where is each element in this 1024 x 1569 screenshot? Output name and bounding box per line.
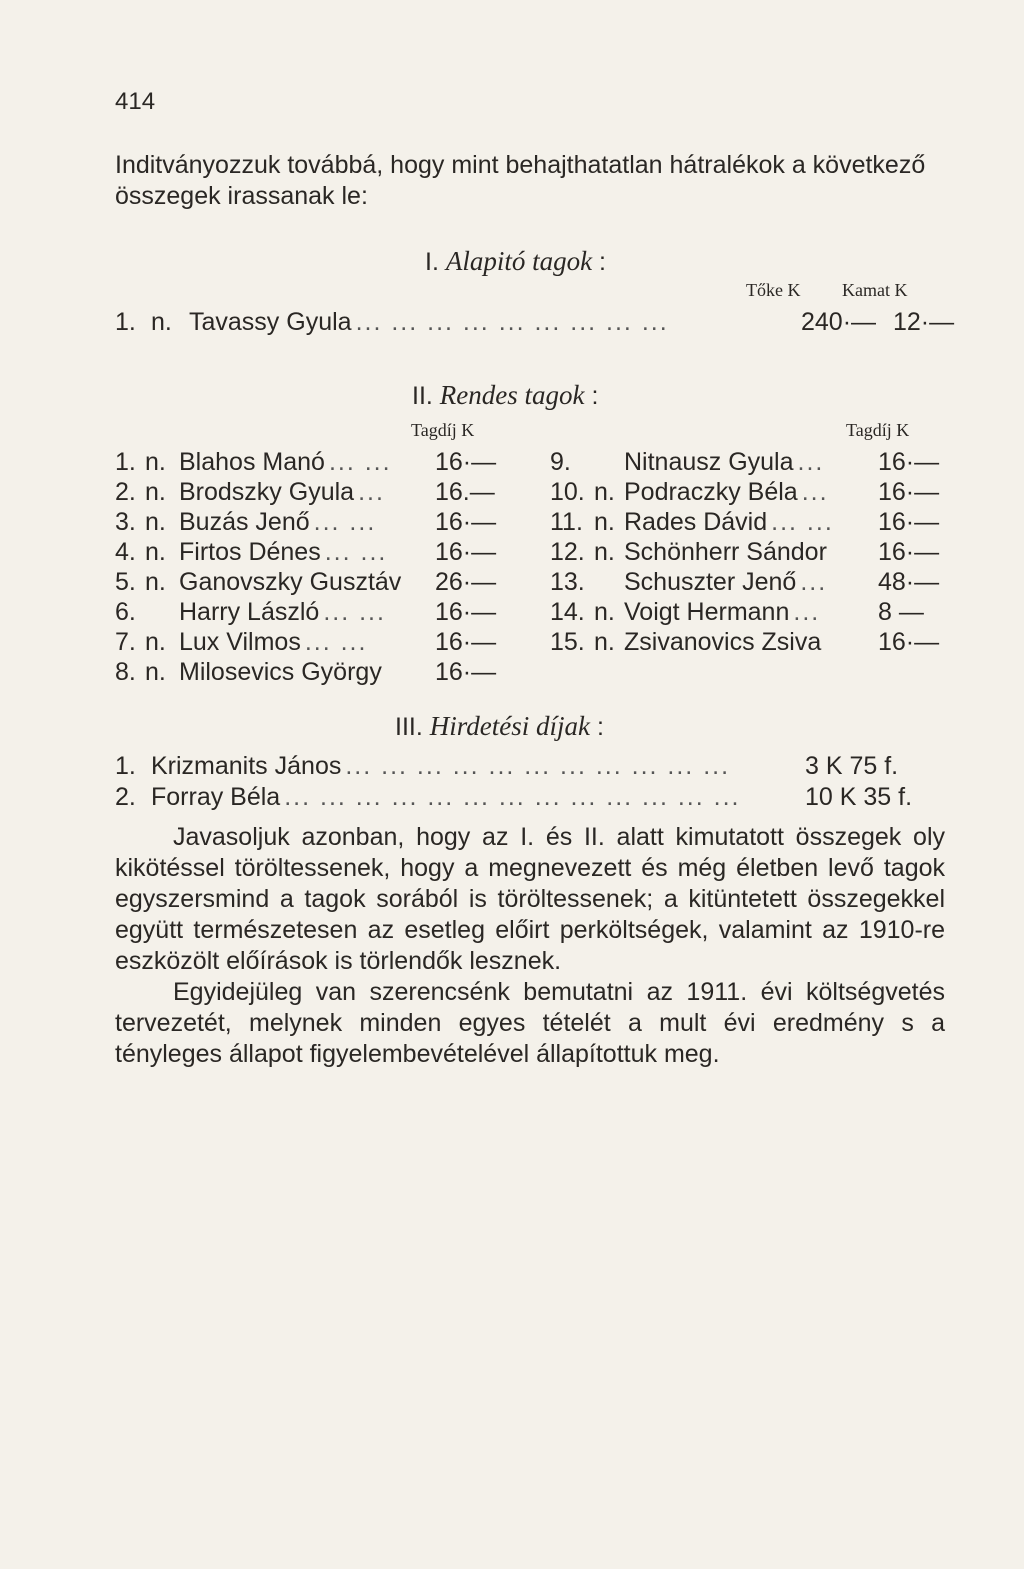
row-kamat-value: 12·— xyxy=(893,308,955,336)
row-dots: ... ... ... ... ... ... ... ... ... ... ... ... ... xyxy=(284,783,741,811)
row-prefix: n. xyxy=(145,658,166,686)
row-number: 3. xyxy=(115,508,136,536)
row-prefix: n. xyxy=(145,478,166,506)
member-row xyxy=(115,568,515,598)
member-row xyxy=(550,448,950,478)
section1-heading xyxy=(425,246,606,277)
row-name: Blahos Manó xyxy=(179,448,325,476)
paragraph-2: Egyidejüleg van szerencsénk bemutatni az 1911. évi költségvetés tervezetét, melynek minden egyes tételét a mult évi eredmény s a tényleges állapot figyelembevételével állapítottuk meg. xyxy=(115,978,945,1068)
row-value: 16·— xyxy=(435,598,497,626)
member-row xyxy=(115,478,515,508)
row-name: Schuszter Jenő xyxy=(624,568,797,596)
row-number: 1. xyxy=(115,308,136,336)
row-number: 8. xyxy=(115,658,136,686)
row-value: 16·— xyxy=(878,478,940,506)
row-name: Krizmanits János xyxy=(151,752,342,780)
row-name: Lux Vilmos xyxy=(179,628,301,656)
member-row xyxy=(115,783,945,814)
members-right-column xyxy=(550,448,950,658)
row-prefix: n. xyxy=(145,508,166,536)
row-value: 16·— xyxy=(878,538,940,566)
row-name: Tavassy Gyula xyxy=(189,308,352,336)
section1-col-kamat: Kamat K xyxy=(842,280,908,300)
row-prefix: n. xyxy=(594,508,615,536)
row-prefix: n. xyxy=(145,448,166,476)
section1-row xyxy=(115,308,955,337)
row-dots: ... xyxy=(800,568,828,596)
row-value: 26·— xyxy=(435,568,497,596)
row-name: Brodszky Gyula xyxy=(179,478,355,506)
member-row xyxy=(115,658,515,688)
member-row xyxy=(115,628,515,658)
row-number: 6. xyxy=(115,598,136,626)
section1-heading-title: Alapitó tagok xyxy=(445,246,593,276)
row-dots: ... xyxy=(797,448,825,476)
row-value: 8 — xyxy=(878,598,924,626)
row-dots: ... xyxy=(801,478,829,506)
row-name: Voigt Hermann xyxy=(624,598,790,626)
intro-paragraph: Inditványozzuk továbbá, hogy mint behajthatatlan hátralékok a következő összegek irassanak le: xyxy=(115,151,926,210)
row-dots: ... ... xyxy=(324,538,388,566)
row-name: Nitnausz Gyula xyxy=(624,448,794,476)
row-number: 12. xyxy=(550,538,585,566)
row-prefix: n. xyxy=(594,478,615,506)
member-row xyxy=(550,508,950,538)
member-row xyxy=(550,478,950,508)
row-number: 11. xyxy=(550,508,583,536)
member-row xyxy=(115,538,515,568)
row-number: 9. xyxy=(550,448,571,476)
page-number: 414 xyxy=(115,88,156,115)
row-prefix: n. xyxy=(145,538,166,566)
row-prefix: n. xyxy=(145,628,166,656)
row-value: 48·— xyxy=(878,568,940,596)
row-number: 10. xyxy=(550,478,585,506)
row-number: 15. xyxy=(550,628,585,656)
row-dots: ... xyxy=(793,598,821,626)
body-paragraphs xyxy=(115,822,945,1070)
ads-rows xyxy=(115,752,945,814)
row-value: 16·— xyxy=(435,448,497,476)
row-name: Milosevics György xyxy=(179,658,382,686)
row-name: Harry László xyxy=(179,598,320,626)
row-name: Forray Béla xyxy=(151,783,281,811)
row-prefix: n. xyxy=(151,308,172,336)
member-row xyxy=(550,598,950,628)
section3-heading-title: Hirdetési díjak xyxy=(429,711,590,741)
row-dots: ... ... xyxy=(304,628,368,656)
row-prefix: n. xyxy=(594,628,615,656)
row-value: 16·— xyxy=(878,448,940,476)
row-value: 16·— xyxy=(435,658,497,686)
paragraph-1: Javasoljuk azonban, hogy az I. és II. alatt kimutatott összegek oly kikötéssel töröltessenek, hogy a megnevezett és még életben levő tagok egyszersmind a tagok sorából is töröltessenek; a kitüntetett összegekkel együtt természetesen az esetleg előirt perköltségek, valamint az 1910-re eszközölt előírások is törlendők lesznek. xyxy=(115,823,945,975)
row-value: 16·— xyxy=(435,628,497,656)
row-value: 16·— xyxy=(435,538,497,566)
row-number: 2. xyxy=(115,478,136,506)
section1-heading-num: I. xyxy=(425,248,439,276)
row-dots: ... ... xyxy=(771,508,834,536)
member-row xyxy=(115,752,945,783)
row-name: Firtos Dénes xyxy=(179,538,321,566)
row-dots: ... ... ... ... ... ... ... ... ... ... ... xyxy=(345,752,731,780)
row-number: 1. xyxy=(115,752,136,780)
members-left-column xyxy=(115,448,515,688)
row-name: Podraczky Béla xyxy=(624,478,798,506)
section1-heading-colon: : xyxy=(599,248,606,276)
row-number: 5. xyxy=(115,568,136,596)
row-number: 1. xyxy=(115,448,136,476)
row-dots: ... ... xyxy=(323,598,386,626)
row-value: 16·— xyxy=(435,508,497,536)
row-name: Ganovszky Gusztáv xyxy=(179,568,402,596)
member-row xyxy=(550,628,950,658)
section2-heading-num: II. xyxy=(412,382,433,410)
row-value: 16.— xyxy=(435,478,495,506)
section3-heading xyxy=(395,711,604,742)
row-number: 4. xyxy=(115,538,136,566)
row-dots: ... xyxy=(358,478,385,506)
member-row xyxy=(115,598,515,628)
row-prefix: n. xyxy=(145,568,166,596)
section2-col-right: Tagdíj K xyxy=(846,420,910,440)
member-row xyxy=(550,568,950,598)
row-value: 16·— xyxy=(878,508,940,536)
row-dots: ... ... ... ... ... ... ... ... ... xyxy=(355,308,669,336)
row-prefix: n. xyxy=(594,598,615,626)
row-value: 3 K 75 f. xyxy=(805,752,899,780)
row-number: 14. xyxy=(550,598,585,626)
section2-col-left: Tagdíj K xyxy=(411,420,475,440)
section2-heading-title: Rendes tagok xyxy=(439,380,585,410)
row-number: 13. xyxy=(550,568,585,596)
row-prefix: n. xyxy=(594,538,615,566)
row-value: 10 K 35 f. xyxy=(805,783,913,811)
member-row xyxy=(115,508,515,538)
row-value: 16·— xyxy=(878,628,940,656)
row-name: Rades Dávid xyxy=(624,508,768,536)
row-number: 2. xyxy=(115,783,136,811)
row-dots: ... ... xyxy=(328,448,392,476)
section2-heading xyxy=(412,380,598,411)
section1-col-toke: Tőke K xyxy=(746,280,801,300)
section3-heading-colon: : xyxy=(596,713,604,741)
row-number: 7. xyxy=(115,628,136,656)
row-name: Zsivanovics Zsiva xyxy=(624,628,822,656)
section3-heading-num: III. xyxy=(395,713,423,741)
row-name: Schönherr Sándor xyxy=(624,538,827,566)
section2-heading-colon: : xyxy=(591,382,599,410)
member-row xyxy=(550,538,950,568)
row-toke-value: 240·— xyxy=(801,308,877,336)
member-row xyxy=(115,448,515,478)
row-dots: ... ... xyxy=(313,508,377,536)
row-name: Buzás Jenő xyxy=(179,508,310,536)
